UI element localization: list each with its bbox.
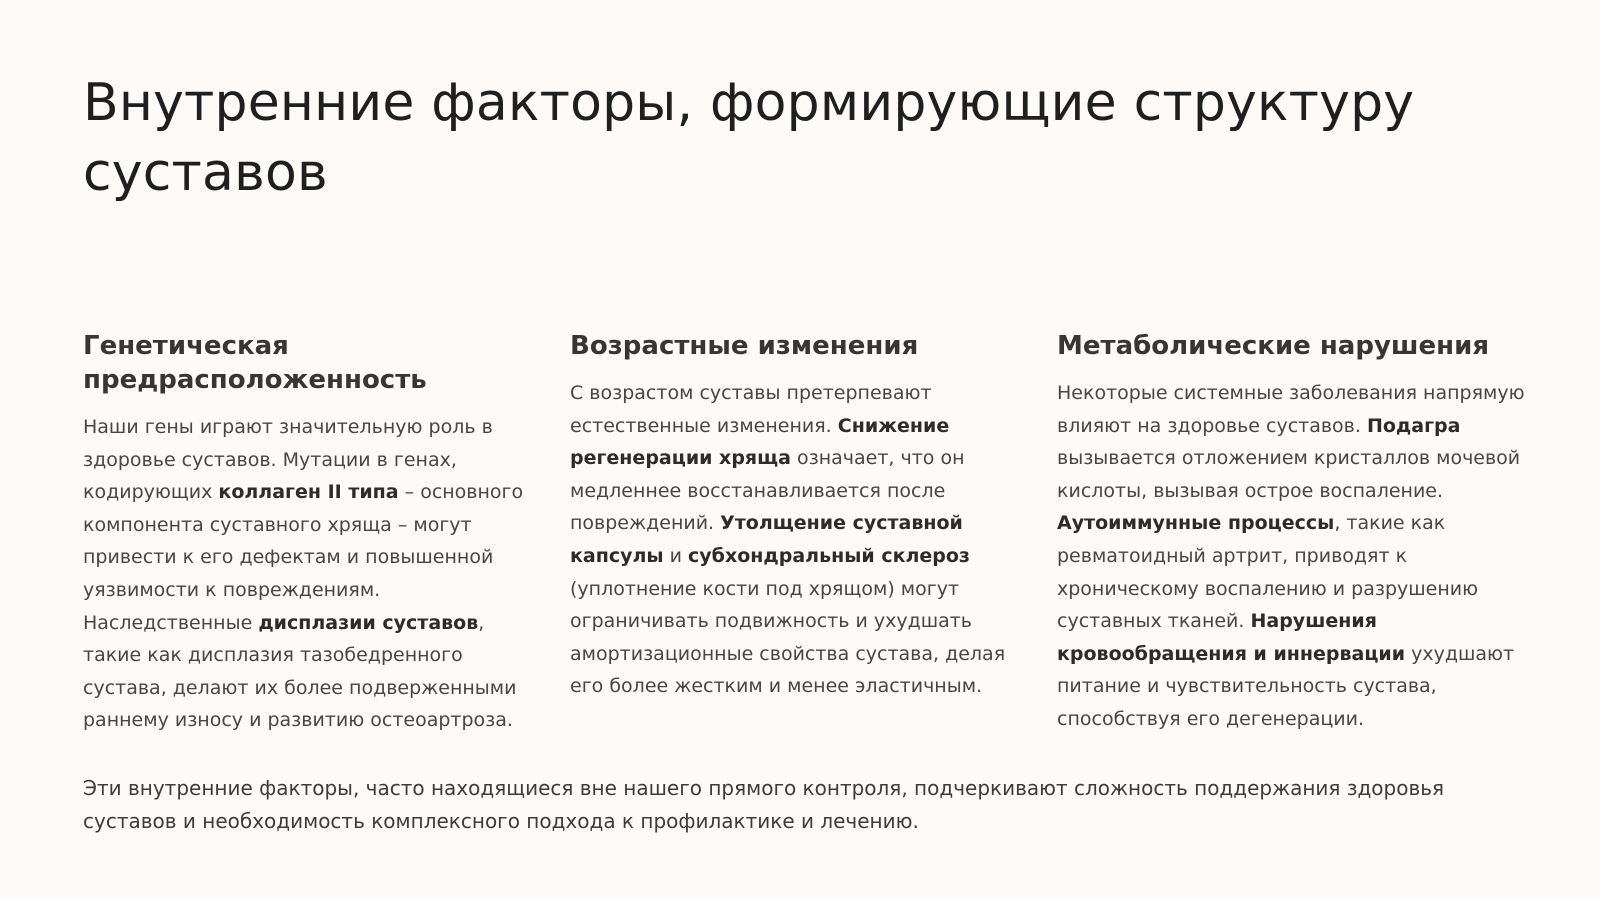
text-span: , такие как ревматоидный артрит, приводят к хроническому воспалению и разрушению суставных тканей. [1057, 512, 1479, 633]
column-age [570, 329, 1040, 703]
bold-term: субхондральный склероз [688, 544, 970, 567]
text-span: , такие как дисплазия тазобедренного сустава, делают их более подверженными раннему износу и развитию остеоартроза. [83, 611, 517, 732]
column-text [83, 411, 543, 737]
column-heading: Генетическая предрасположенность [83, 331, 427, 395]
text-span: и [663, 544, 689, 567]
text-span: С возрастом суставы претерпевают естественные изменения. [570, 382, 932, 437]
text-span: (уплотнение кости под хрящом) могут ограничивать подвижность и ухудшать амортизационные свойства сустава, делая его более жестким и менее эластичным. [570, 577, 1006, 698]
text-span: вызывается отложением кристаллов мочевой кислоты, вызывая острое воспаление. [1057, 447, 1521, 502]
column-genetic [83, 329, 543, 737]
bold-term: коллаген II типа [218, 481, 399, 504]
bold-term: Аутоиммунные процессы [1057, 512, 1335, 535]
text-span: – основного компонента суставного хряща – могут привести к его дефектам и повышенной уязвимости к повреждениям. Наследственные [83, 481, 524, 634]
column-heading: Возрастные изменения [570, 331, 919, 361]
summary-text: Эти внутренние факторы, часто находящиеся вне нашего прямого контроля, подчеркивают сложность поддержания здоровья суставов и необходимость комплексного подхода к профилактике и лечению. [83, 776, 1445, 833]
bold-term: Утолщение суставной капсулы [570, 512, 963, 567]
column-text [1057, 377, 1527, 736]
column-text [570, 377, 1040, 703]
column-metabolic [1057, 329, 1527, 736]
column-heading: Метаболические нарушения [1057, 331, 1490, 361]
bold-term: дисплазии суставов [258, 611, 479, 634]
text-span: Некоторые системные заболевания напрямую влияют на здоровье суставов. [1057, 382, 1525, 437]
page-title: Внутренние факторы, формирующие структуру суставов [83, 73, 1415, 203]
text-span: Наши гены играют значительную роль в здоровье суставов. Мутации в генах, кодирующих [83, 416, 493, 504]
bold-term: Подагра [1366, 414, 1461, 437]
text-span: ухудшают питание и чувствительность сустава, способствуя его дегенерации. [1057, 642, 1515, 730]
bold-term: Нарушения кровообращения и иннервации [1057, 610, 1406, 665]
text-span: означает, что он медленнее восстанавливается после повреждений. [570, 447, 965, 535]
bold-term: Снижение регенерации хряща [570, 414, 950, 470]
